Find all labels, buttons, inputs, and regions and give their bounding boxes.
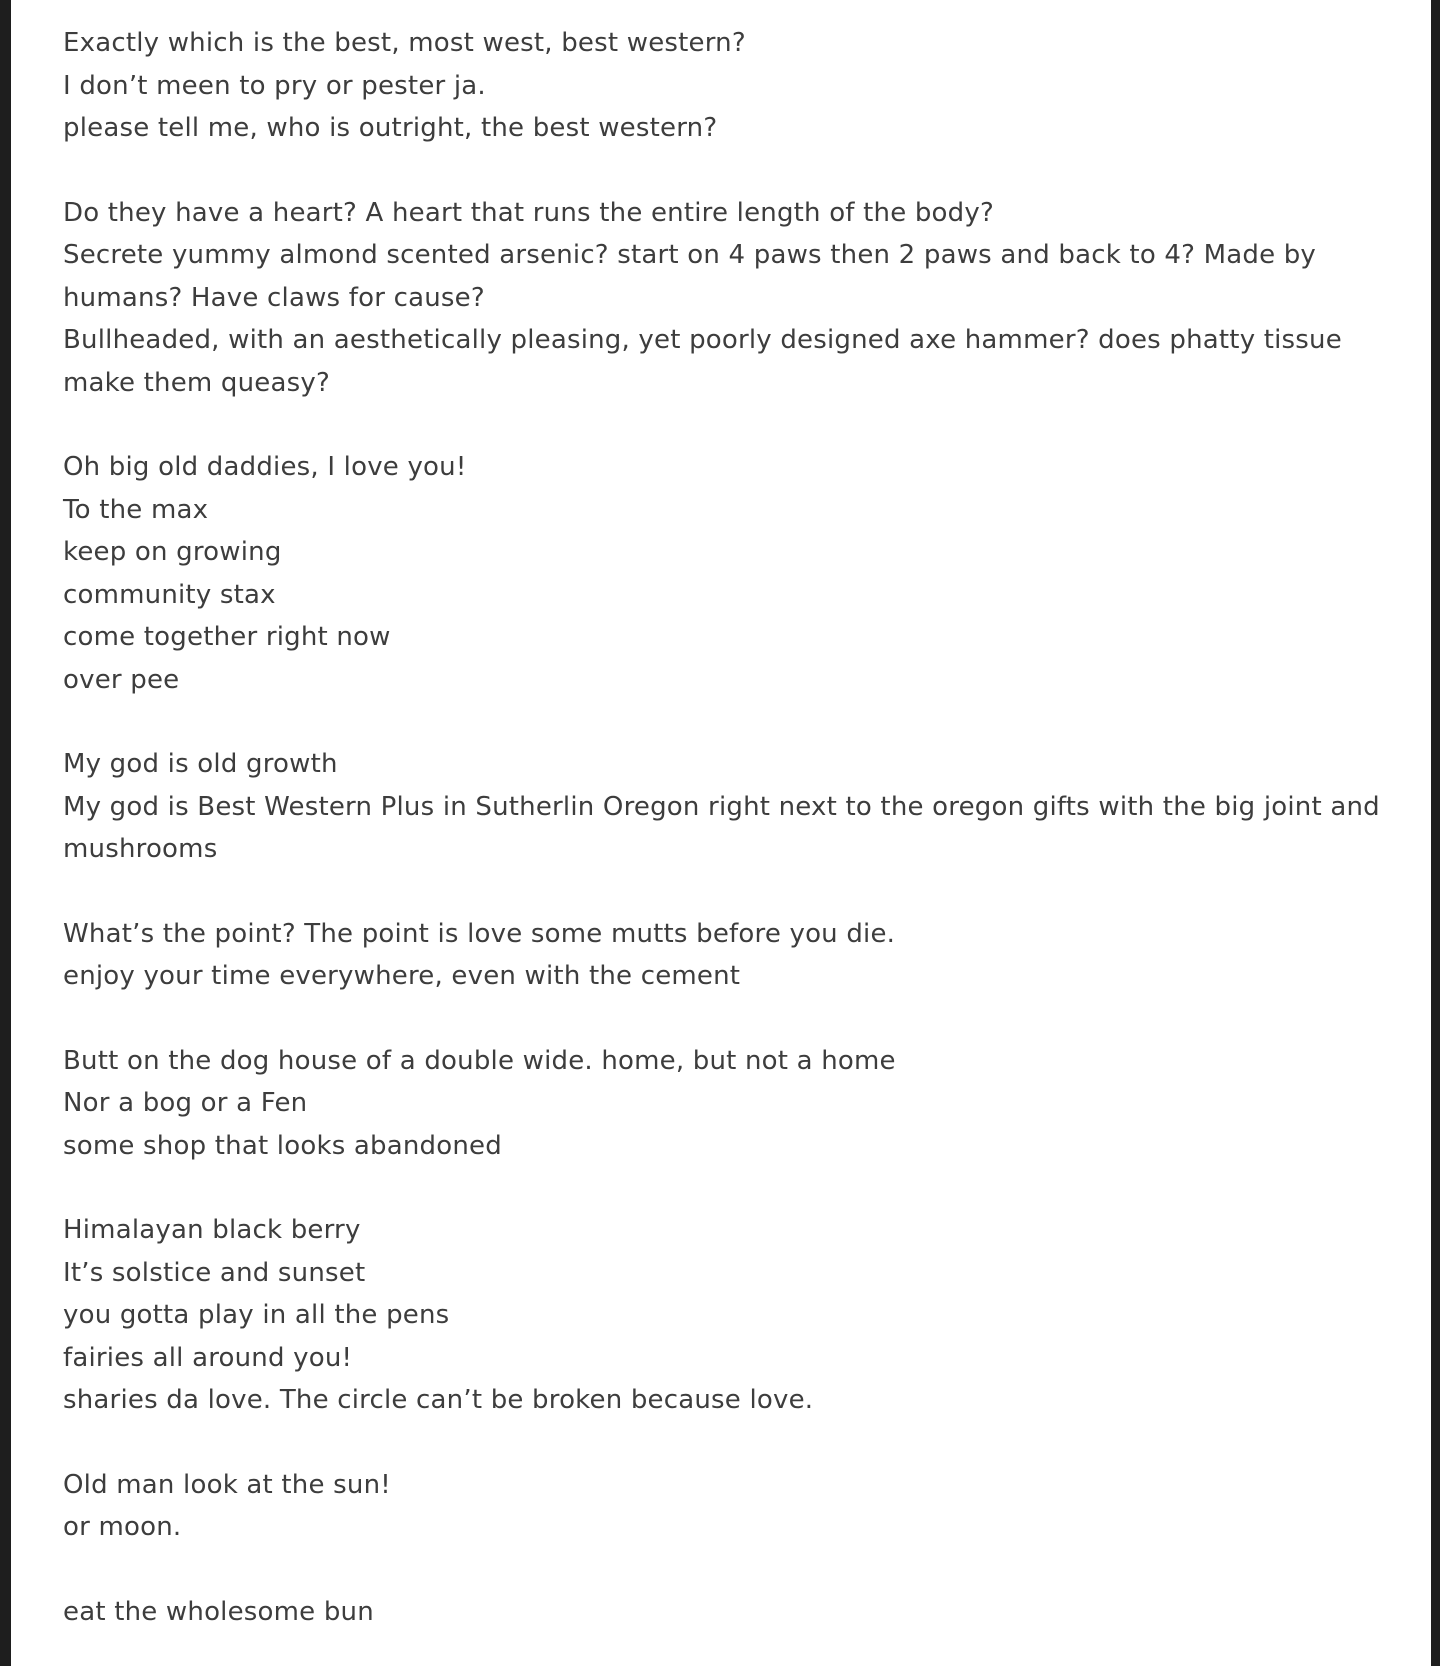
poem-line: come together right now <box>63 622 391 652</box>
stanza <box>63 913 1431 998</box>
poem-line: To the max <box>63 494 209 525</box>
stanza <box>63 1040 1431 1168</box>
poem-line: Exactly which is the best, most west, best western? <box>63 28 746 58</box>
note-page <box>11 0 1431 1666</box>
poem-line: sharies da love. The circle can’t be broken because love. <box>63 1385 814 1415</box>
poem-line: humans? Have claws for cause? <box>63 282 485 313</box>
stanza <box>63 192 1431 405</box>
poem-line: fairies all around you! <box>63 1342 353 1373</box>
poem-line: keep on growing <box>63 537 282 567</box>
stanza <box>63 1591 1431 1634</box>
poem-line: Nor a bog or a Fen <box>63 1088 308 1118</box>
poem-line: What’s the point? The point is love some mutts before you die. <box>63 918 896 949</box>
stanza <box>63 1464 1431 1549</box>
poem-line: please tell me, who is outright, the best western? <box>63 113 718 143</box>
poem-line: over pee <box>63 664 180 695</box>
poem-line: make them queasy? <box>63 367 330 398</box>
poem-line: enjoy your time everywhere, even with the cement <box>63 961 741 991</box>
poem-line: or moon. <box>63 1512 182 1542</box>
poem-line: It’s solstice and sunset <box>63 1257 366 1288</box>
stanza <box>63 743 1431 871</box>
stanza <box>63 22 1431 150</box>
stanza <box>63 1209 1431 1422</box>
poem-line: My god is Best Western Plus in Sutherlin Oregon right next to the oregon gifts with the big joint and <box>63 791 1380 822</box>
poem-line: Butt on the dog house of a double wide. home, but not a home <box>63 1045 896 1076</box>
poem-line: My god is old growth <box>63 749 338 779</box>
poem-line: Bullheaded, with an aesthetically pleasing, yet poorly designed axe hammer? does phatty tissue <box>63 325 1342 355</box>
poem-line: Oh big old daddies, I love you! <box>63 452 467 482</box>
poem-line: community stax <box>63 579 276 610</box>
poem-line: Secrete yummy almond scented arsenic? start on 4 paws then 2 paws and back to 4? Made by <box>63 240 1317 270</box>
poem-line: you gotta play in all the pens <box>63 1300 450 1330</box>
poem-line: Old man look at the sun! <box>63 1469 391 1500</box>
stanza <box>63 446 1431 701</box>
poem-line: some shop that looks abandoned <box>63 1130 502 1161</box>
poem-line: Himalayan black berry <box>63 1215 361 1245</box>
poem-line: Do they have a heart? A heart that runs the entire length of the body? <box>63 197 994 228</box>
poem-line: mushrooms <box>63 834 218 864</box>
poem-line: eat the wholesome bun <box>63 1596 374 1627</box>
poem-line: I don’t meen to pry or pester ja. <box>63 70 486 101</box>
